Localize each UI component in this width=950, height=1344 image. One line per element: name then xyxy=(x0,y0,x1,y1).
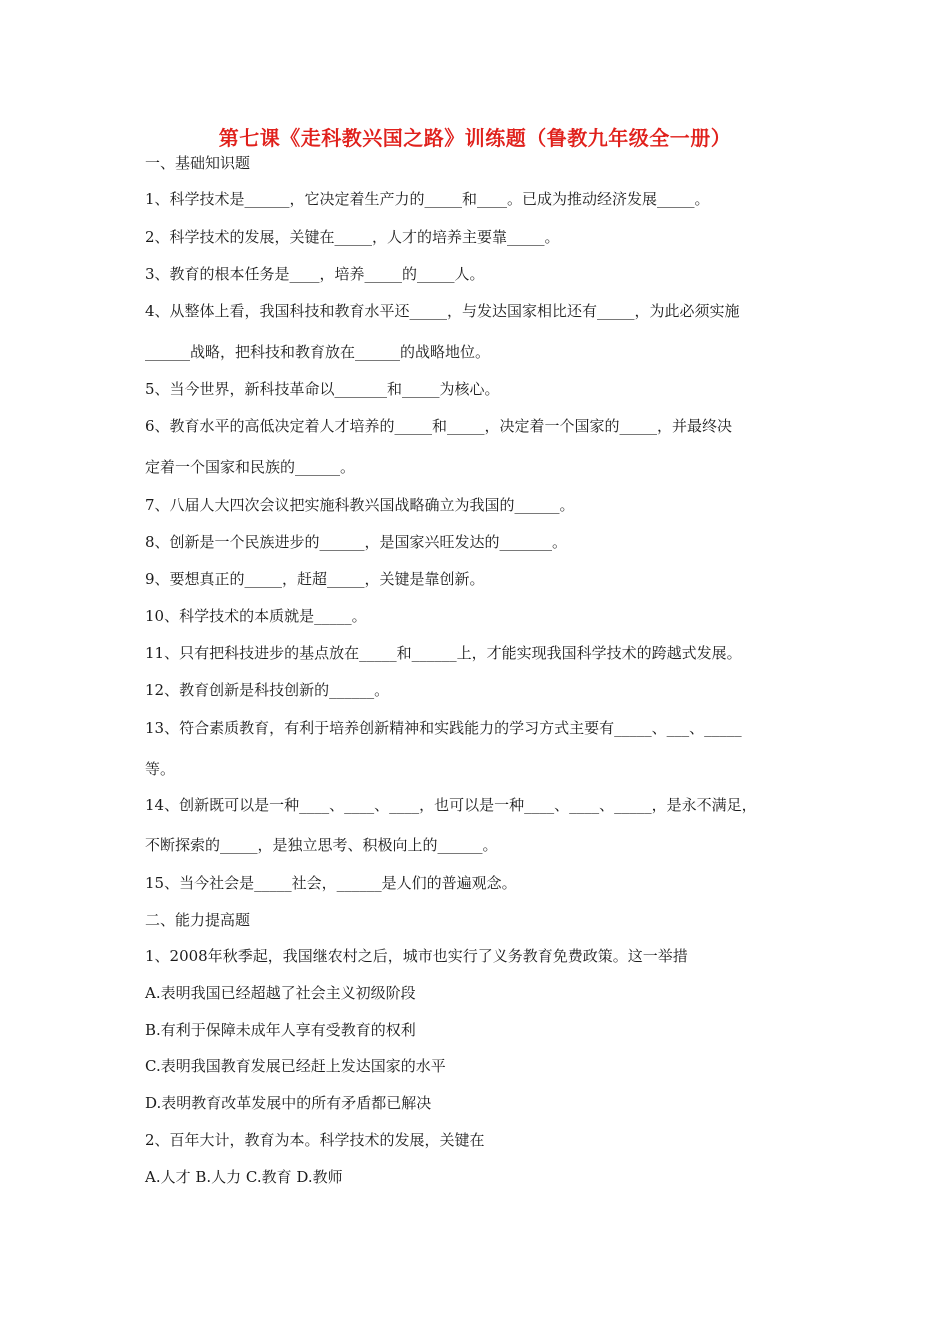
question-line: 8、创新是一个民族进步的______，是国家兴旺发达的_______。 xyxy=(145,533,568,551)
question-line-continuation: 不断探索的_____，是独立思考、积极向上的______。 xyxy=(145,836,498,854)
question-line: 3、教育的根本任务是____，培养_____的_____人。 xyxy=(145,265,485,283)
question-line: 5、当今世界，新科技革命以_______和_____为核心。 xyxy=(145,380,500,398)
question-line-continuation: 定着一个国家和民族的______。 xyxy=(145,458,356,476)
question-line: 14、创新既可以是一种____、____、____，也可以是一种____、____、_____，是永不满足， xyxy=(145,796,757,814)
section-heading-ability: 二、能力提高题 xyxy=(145,911,251,929)
question-line: 7、八届人大四次会议把实施科教兴国战略确立为我国的______。 xyxy=(145,496,575,514)
answer-option: D.表明教育改革发展中的所有矛盾都已解决 xyxy=(145,1094,432,1112)
question-line: 12、教育创新是科技创新的______。 xyxy=(145,681,390,699)
question-line: 1、2008年秋季起，我国继农村之后，城市也实行了义务教育免费政策。这一举措 xyxy=(145,947,688,965)
question-line: 9、要想真正的_____，赶超_____，关键是靠创新。 xyxy=(145,570,485,588)
question-line-continuation: 等。 xyxy=(145,760,176,778)
question-line: 2、百年大计，教育为本。科学技术的发展，关键在 xyxy=(145,1131,485,1149)
question-line: 2、科学技术的发展，关键在_____，人才的培养主要靠_____。 xyxy=(145,228,560,246)
document-title: 第七课《走科教兴国之路》训练题（鲁教九年级全一册） xyxy=(218,126,732,150)
section-heading-basic: 一、基础知识题 xyxy=(145,154,251,172)
question-line: 4、从整体上看，我国科技和教育水平还_____，与发达国家相比还有_____，为此必须实施 xyxy=(145,302,740,320)
answer-option: B.有利于保障未成年人享有受教育的权利 xyxy=(145,1021,416,1039)
question-line: 11、只有把科技进步的基点放在_____和______上，才能实现我国科学技术的跨越式发展。 xyxy=(145,644,742,662)
question-line-continuation: ______战略，把科技和教育放在______的战略地位。 xyxy=(145,343,491,361)
question-line: 6、教育水平的高低决定着人才培养的_____和_____，决定着一个国家的_____，并最终决 xyxy=(145,417,733,435)
question-line: 13、符合素质教育，有利于培养创新精神和实践能力的学习方式主要有_____、___、_____ xyxy=(145,719,742,737)
question-line: 1、科学技术是______，它决定着生产力的_____和____。已成为推动经济发展_____。 xyxy=(145,190,710,208)
question-line: 15、当今社会是_____社会，______是人们的普遍观念。 xyxy=(145,874,517,892)
answer-option: A.表明我国已经超越了社会主义初级阶段 xyxy=(145,984,416,1002)
answer-options: A.人才 B.人力 C.教育 D.教师 xyxy=(145,1168,343,1186)
answer-option: C.表明我国教育发展已经赶上发达国家的水平 xyxy=(145,1057,446,1075)
question-line: 10、科学技术的本质就是_____。 xyxy=(145,607,367,625)
